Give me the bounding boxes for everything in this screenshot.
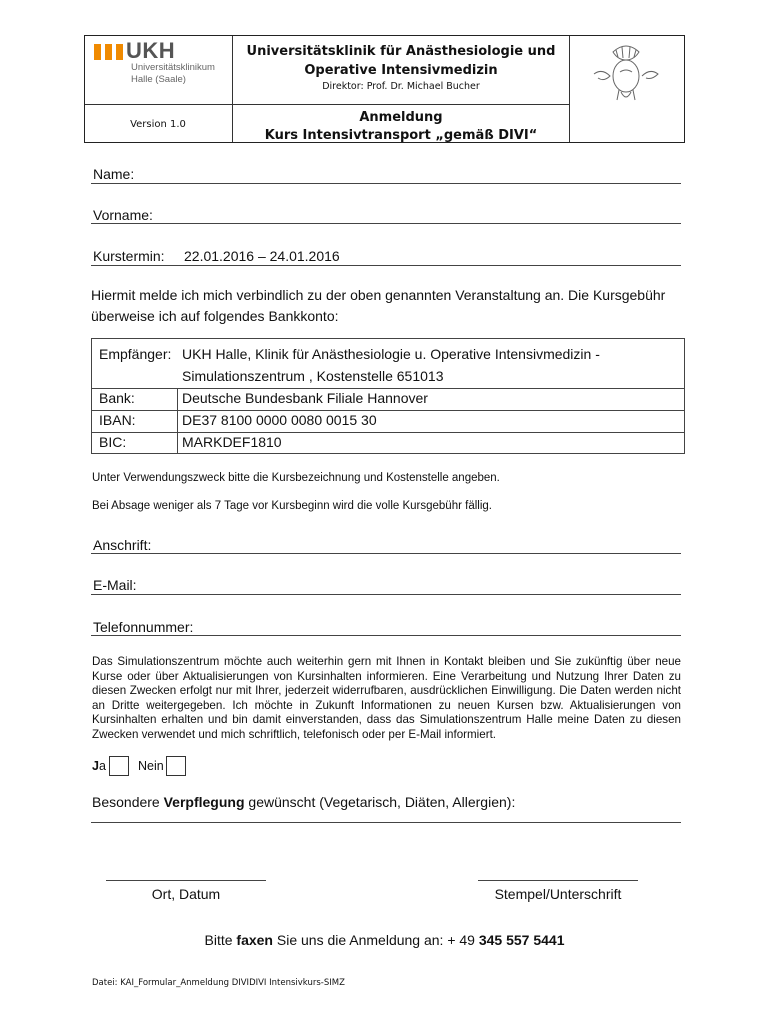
bank-row-divider — [92, 432, 684, 433]
email-label: E-Mail: — [93, 577, 137, 593]
ja-checkbox[interactable] — [109, 756, 129, 776]
logo-bar-icon — [116, 44, 123, 60]
empfaenger-label: Empfänger: — [99, 346, 172, 362]
empfaenger-value-2: Simulationszentrum , Kostenstelle 651013 — [182, 368, 444, 384]
privacy-consent-text: Das Simulationszentrum möchte auch weiterhin gern mit Ihnen in Kontakt bleiben und Sie zukünftig über neue Kurse oder über Aktualisierungen von Kursinhalten informieren. Eine Verarbeitung und Nutzung Ihrer Daten zu diesen Zwecken erfolgt nur mit Ihrer, jederzeit widerrufbaren, ausdrücklichen Einwilligung. Die Daten werden nicht an Dritte weitergegeben. Ich möchte in Zukunft Informationen zu neuen Kursen bzw. Aktualisierungen von Kursinhalten erhalten und bin damit einverstanden, dass das Simulationszentrum Halle meine Daten zu diesen Zwecken verwendet und mich schriftlich, telefonisch oder per E-Mail informiert. — [92, 655, 681, 741]
anschrift-label: Anschrift: — [93, 537, 152, 553]
stempel-line[interactable] — [478, 880, 638, 881]
fax-number: 345 557 5441 — [478, 932, 565, 948]
poppy-seal-icon — [590, 40, 662, 106]
telefon-label: Telefonnummer: — [93, 619, 194, 635]
ja-label — [92, 759, 106, 773]
logo-subtitle-1: Universitätsklinikum — [131, 62, 215, 73]
note-absage: Bei Absage weniger als 7 Tage vor Kursbeginn wird die volle Kursgebühr fällig. — [92, 500, 492, 512]
kurstermin-label: Kurstermin: — [93, 248, 165, 264]
bic-label: BIC: — [99, 434, 127, 450]
logo-subtitle-2: Halle (Saale) — [131, 74, 186, 85]
logo-bar-icon — [105, 44, 112, 60]
catering-suffix: gewünscht (Vegetarisch, Diäten, Allergien): — [244, 794, 516, 810]
bank-row-divider — [92, 410, 684, 411]
form-title-line2: Kurs Intensivtransport „gemäß DIVI“ — [264, 128, 538, 143]
bank-value: Deutsche Bundesbank Filiale Hannover — [182, 390, 428, 406]
ort-datum-label: Ort, Datum — [151, 886, 221, 902]
nein-label: Nein — [138, 759, 164, 773]
empfaenger-value-1: UKH Halle, Klinik für Anästhesiologie u. Operative Intensivmedizin - — [182, 346, 600, 362]
bic-value: MARKDEF1810 — [182, 434, 282, 450]
footer-filename: Datei: KAI_Formular_Anmeldung DIVIDIVI Intensivkurs-SIMZ — [92, 978, 345, 988]
intro-line-1: Hiermit melde ich mich verbindlich zu der oben genannten Veranstaltung an. Die Kursgebühr — [91, 287, 666, 303]
ort-datum-line[interactable] — [106, 880, 266, 881]
clinic-title-line2: Operative Intensivmedizin — [304, 63, 498, 78]
catering-field-line[interactable] — [91, 822, 681, 823]
kurstermin-line — [91, 265, 681, 266]
vorname-field-line[interactable] — [91, 223, 681, 224]
telefon-field-line[interactable] — [91, 635, 681, 636]
name-label: Name: — [93, 166, 135, 182]
form-title-line1: Anmeldung — [359, 110, 443, 125]
bank-col-divider — [177, 388, 178, 454]
bank-row-divider — [92, 388, 684, 389]
email-field-line[interactable] — [91, 594, 681, 595]
ja-bold: J — [92, 759, 99, 773]
name-field-line[interactable] — [91, 183, 681, 184]
fax-instruction — [84, 932, 685, 948]
ja-rest: a — [98, 759, 106, 773]
kurstermin-value: 22.01.2016 – 24.01.2016 — [184, 248, 340, 264]
catering-prefix: Besondere — [92, 794, 164, 810]
clinic-title-line1: Universitätsklinik für Anästhesiologie und — [246, 44, 556, 59]
nein-checkbox[interactable] — [166, 756, 186, 776]
logo-bar-icon — [94, 44, 101, 60]
fax-middle: Sie uns die Anmeldung an: + 49 — [272, 932, 479, 948]
vorname-label: Vorname: — [93, 207, 153, 223]
anschrift-field-line[interactable] — [91, 553, 681, 554]
header-divider-horizontal — [85, 104, 569, 105]
stempel-label: Stempel/Unterschrift — [494, 886, 622, 902]
iban-label: IBAN: — [99, 412, 136, 428]
director-line: Direktor: Prof. Dr. Michael Bucher — [322, 81, 480, 92]
note-verwendungszweck: Unter Verwendungszweck bitte die Kursbezeichnung und Kostenstelle angeben. — [92, 472, 500, 484]
iban-value: DE37 8100 0000 0080 0015 30 — [182, 412, 377, 428]
catering-label — [92, 794, 515, 810]
catering-bold: Verpflegung — [163, 794, 245, 810]
version-label: Version 1.0 — [130, 119, 186, 130]
logo-text: UKH — [126, 38, 176, 63]
fax-prefix: Bitte — [204, 932, 237, 948]
fax-bold-word: faxen — [236, 932, 273, 948]
intro-line-2: überweise ich auf folgendes Bankkonto: — [91, 308, 339, 324]
bank-label: Bank: — [99, 390, 135, 406]
